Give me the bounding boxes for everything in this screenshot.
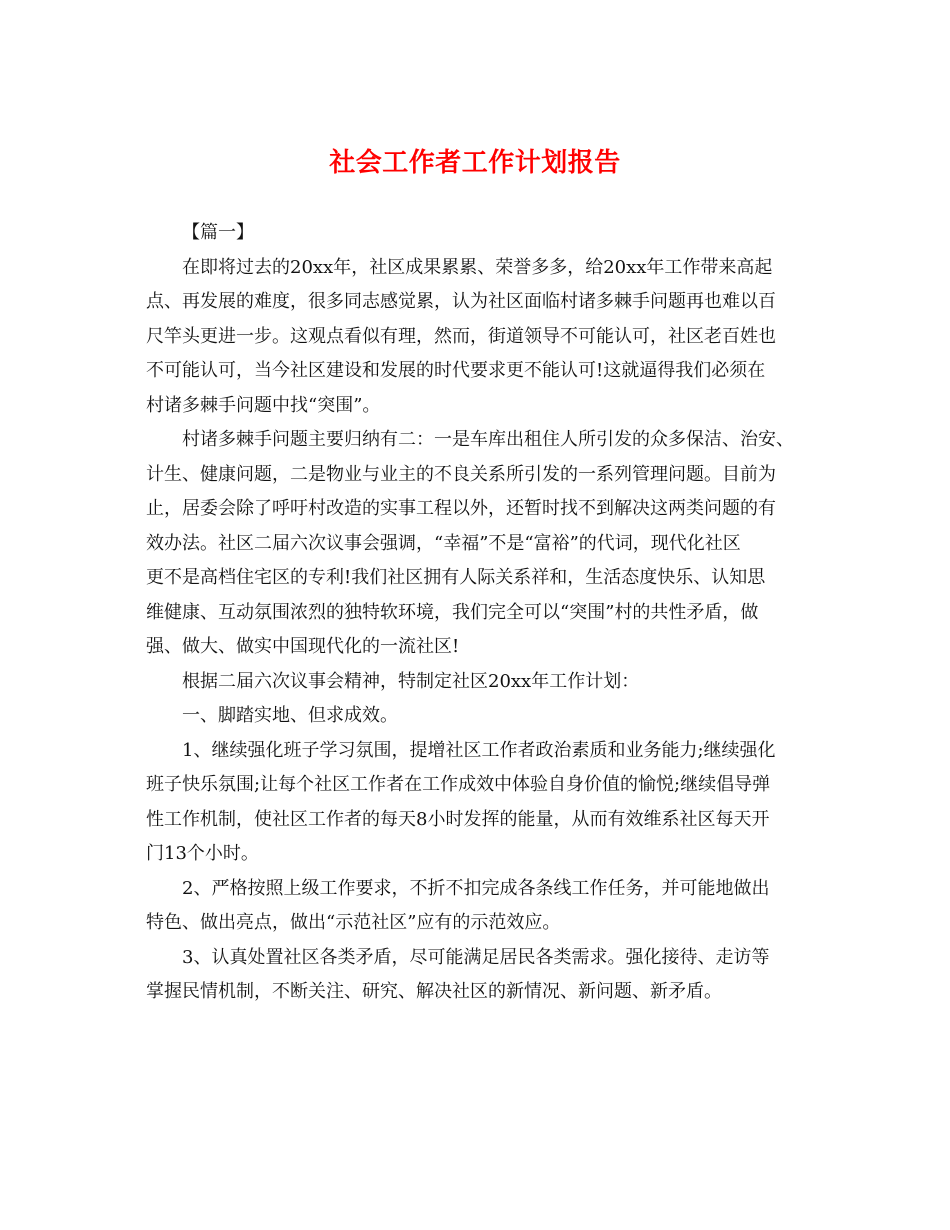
paragraph-line: 掌握民情机制，不断关注、研究、解决社区的新情况、新问题、新矛盾。 bbox=[146, 981, 722, 1002]
paragraph-line: 不可能认可，当今社区建设和发展的时代要求更不能认可!这就逼得我们必须在 bbox=[146, 360, 766, 381]
paragraph-line: 特色、做出亮点，做出“示范社区”应有的示范效应。 bbox=[146, 912, 561, 933]
paragraph-line: 计生、健康问题，二是物业与业主的不良关系所引发的一系列管理问题。目前为 bbox=[146, 463, 776, 485]
section-label: 【篇一】 bbox=[182, 222, 254, 243]
paragraph-line: 止，居委会除了呼吁村改造的实事工程以外，还暂时找不到解决这两类问题的有 bbox=[146, 498, 776, 519]
paragraph-line: 1、继续强化班子学习氛围，提增社区工作者政治素质和业务能力;继续强化 bbox=[182, 739, 776, 761]
paragraph-line: 2、严格按照上级工作要求，不折不扣完成各条线工作任务，并可能地做出 bbox=[182, 877, 770, 899]
paragraph-line: 强、做大、做实中国现代化的一流社区! bbox=[146, 636, 460, 657]
paragraph-line: 点、再发展的难度，很多同志感觉累，认为社区面临村诸多棘手问题再也难以百 bbox=[146, 291, 776, 312]
document-body bbox=[146, 216, 812, 1010]
paragraph-line: 更不是高档住宅区的专利!我们社区拥有人际关系祥和，生活态度快乐、认知思 bbox=[146, 567, 766, 588]
paragraph-line: 尺竿头更进一步。这观点看似有理，然而，街道领导不可能认可，社区老百姓也 bbox=[146, 325, 776, 347]
paragraph-line: 班子快乐氛围;让每个社区工作者在工作成效中体验自身价值的愉悦;继续倡导弹 bbox=[146, 774, 771, 795]
paragraph-line: 性工作机制，使社区工作者的每天8小时发挥的能量，从而有效维系社区每天开 bbox=[146, 808, 770, 830]
paragraph-line: 维健康、互动氛围浓烈的独特软环境，我们完全可以“突围”村的共性矛盾，做 bbox=[146, 601, 759, 623]
paragraph-line: 3、认真处置社区各类矛盾，尽可能满足居民各类需求。强化接待、走访等 bbox=[182, 946, 770, 968]
paragraph-line: 一、脚踏实地、但求成效。 bbox=[182, 705, 398, 726]
document-title: 社会工作者工作计划报告 bbox=[329, 148, 621, 178]
paragraph-line: 效办法。社区二届六次议事会强调，“幸福”不是“富裕”的代词，现代化社区 bbox=[146, 532, 741, 554]
paragraph-line: 根据二届六次议事会精神，特制定社区20xx年工作计划： bbox=[182, 670, 640, 692]
paragraph-line: 村诸多棘手问题中找“突围”。 bbox=[146, 394, 381, 416]
paragraph-line: 在即将过去的20xx年，社区成果累累、荣誉多多，给20xx年工作带来高起 bbox=[182, 256, 773, 278]
paragraph-line: 村诸多棘手问题主要归纳有二：一是车库出租住人所引发的众多保洁、治安、 bbox=[182, 429, 794, 450]
paragraph-line: 门13个小时。 bbox=[146, 843, 259, 864]
